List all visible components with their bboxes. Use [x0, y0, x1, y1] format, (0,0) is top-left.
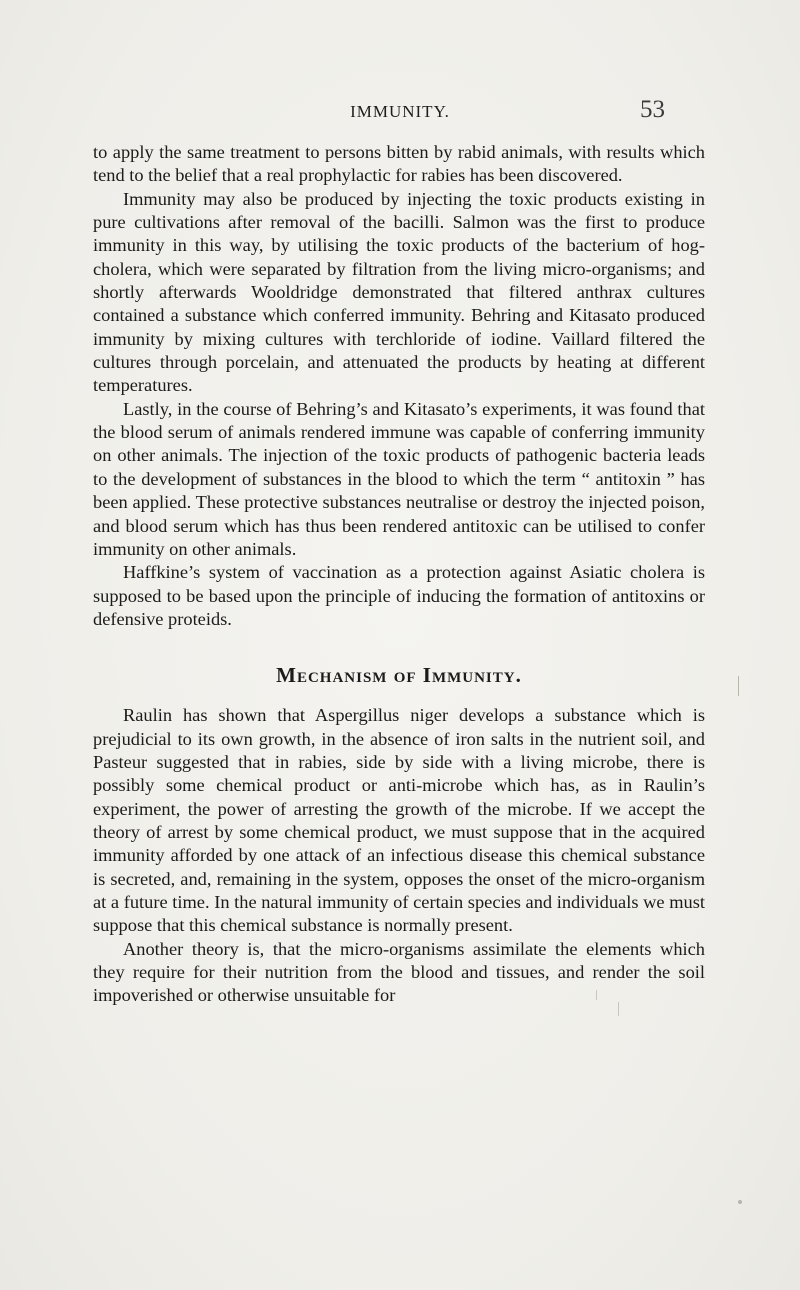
page-number: 53	[640, 96, 665, 123]
paragraph-haffkine: Haffkine’s system of vaccination as a protection against Asiatic cholera is supposed to be based upon the principle of inducing the formation of antitoxins or defensive proteids.	[93, 562, 705, 629]
running-head	[0, 96, 800, 126]
paper-speck	[738, 1200, 742, 1204]
paper-speck	[596, 990, 597, 1000]
paragraph-continued: to apply the same treatment to persons bitten by rabid animals, with results which tend to the belief that a real prophylactic for rabies has been discovered.	[93, 142, 705, 186]
paragraph-another-theory: Another theory is, that the micro-organisms assimilate the elements which they require for their nutrition from the blood and tissues, and render the soil impoverished or otherwise unsuitable for	[93, 938, 705, 1006]
section-heading: Mechanism of Immunity.	[276, 663, 522, 688]
paragraph-raulin: Raulin has shown that Aspergillus niger develops a substance which is prejudicial to its own growth, in the absence of iron salts in the nutrient soil, and Pasteur suggested that in rabies, side by side with a living microbe, there is possibly some chemical product or anti-microbe which has, as in Raulin’s experiment, the power of arresting the growth of the microbe. If we accept the theory of arrest by some chemical product, we must suppose that in the acquired immunity afforded by one attack of an infectious disease this chemical substance is secreted, and, remaining in the system, opposes the onset of the micro-organism at a future time. In the natural immunity of certain species and individuals we must suppose that this chemical substance is normally present.	[93, 705, 705, 936]
paragraph-blood-serum: Lastly, in the course of Behring’s and Kitasato’s experiments, it was found that the blood serum of animals rendered immune was capable of conferring immunity on other animals. The injection of the toxic products of pathogenic bacteria leads to the development of substances in the blood to which the term “ antitoxin ” has been applied. These protective substances neutralise or destroy the injected poison, and blood serum which has thus been rendered antitoxic can be utilised to confer immunity on other animals.	[93, 398, 705, 559]
paper-speck	[618, 1002, 619, 1016]
paragraph-toxic-products: Immunity may also be produced by injecting the toxic products existing in pure cultivations after removal of the bacilli. Salmon was the first to produce immunity in this way, by utilising the toxic products of the bacterium of hog-cholera, which were separated by filtration from the living micro-organisms; and shortly afterwards Wooldridge demonstrated that filtered anthrax cultures contained a substance which conferred immunity. Behring and Kitasato produced immunity by mixing cultures with terchloride of iodine. Vaillard filtered the cultures through porcelain, and attenuated the products by heating at different temperatures.	[93, 188, 705, 396]
paper-speck	[738, 676, 739, 696]
running-title: IMMUNITY.	[350, 102, 450, 121]
body-text	[93, 141, 705, 1008]
